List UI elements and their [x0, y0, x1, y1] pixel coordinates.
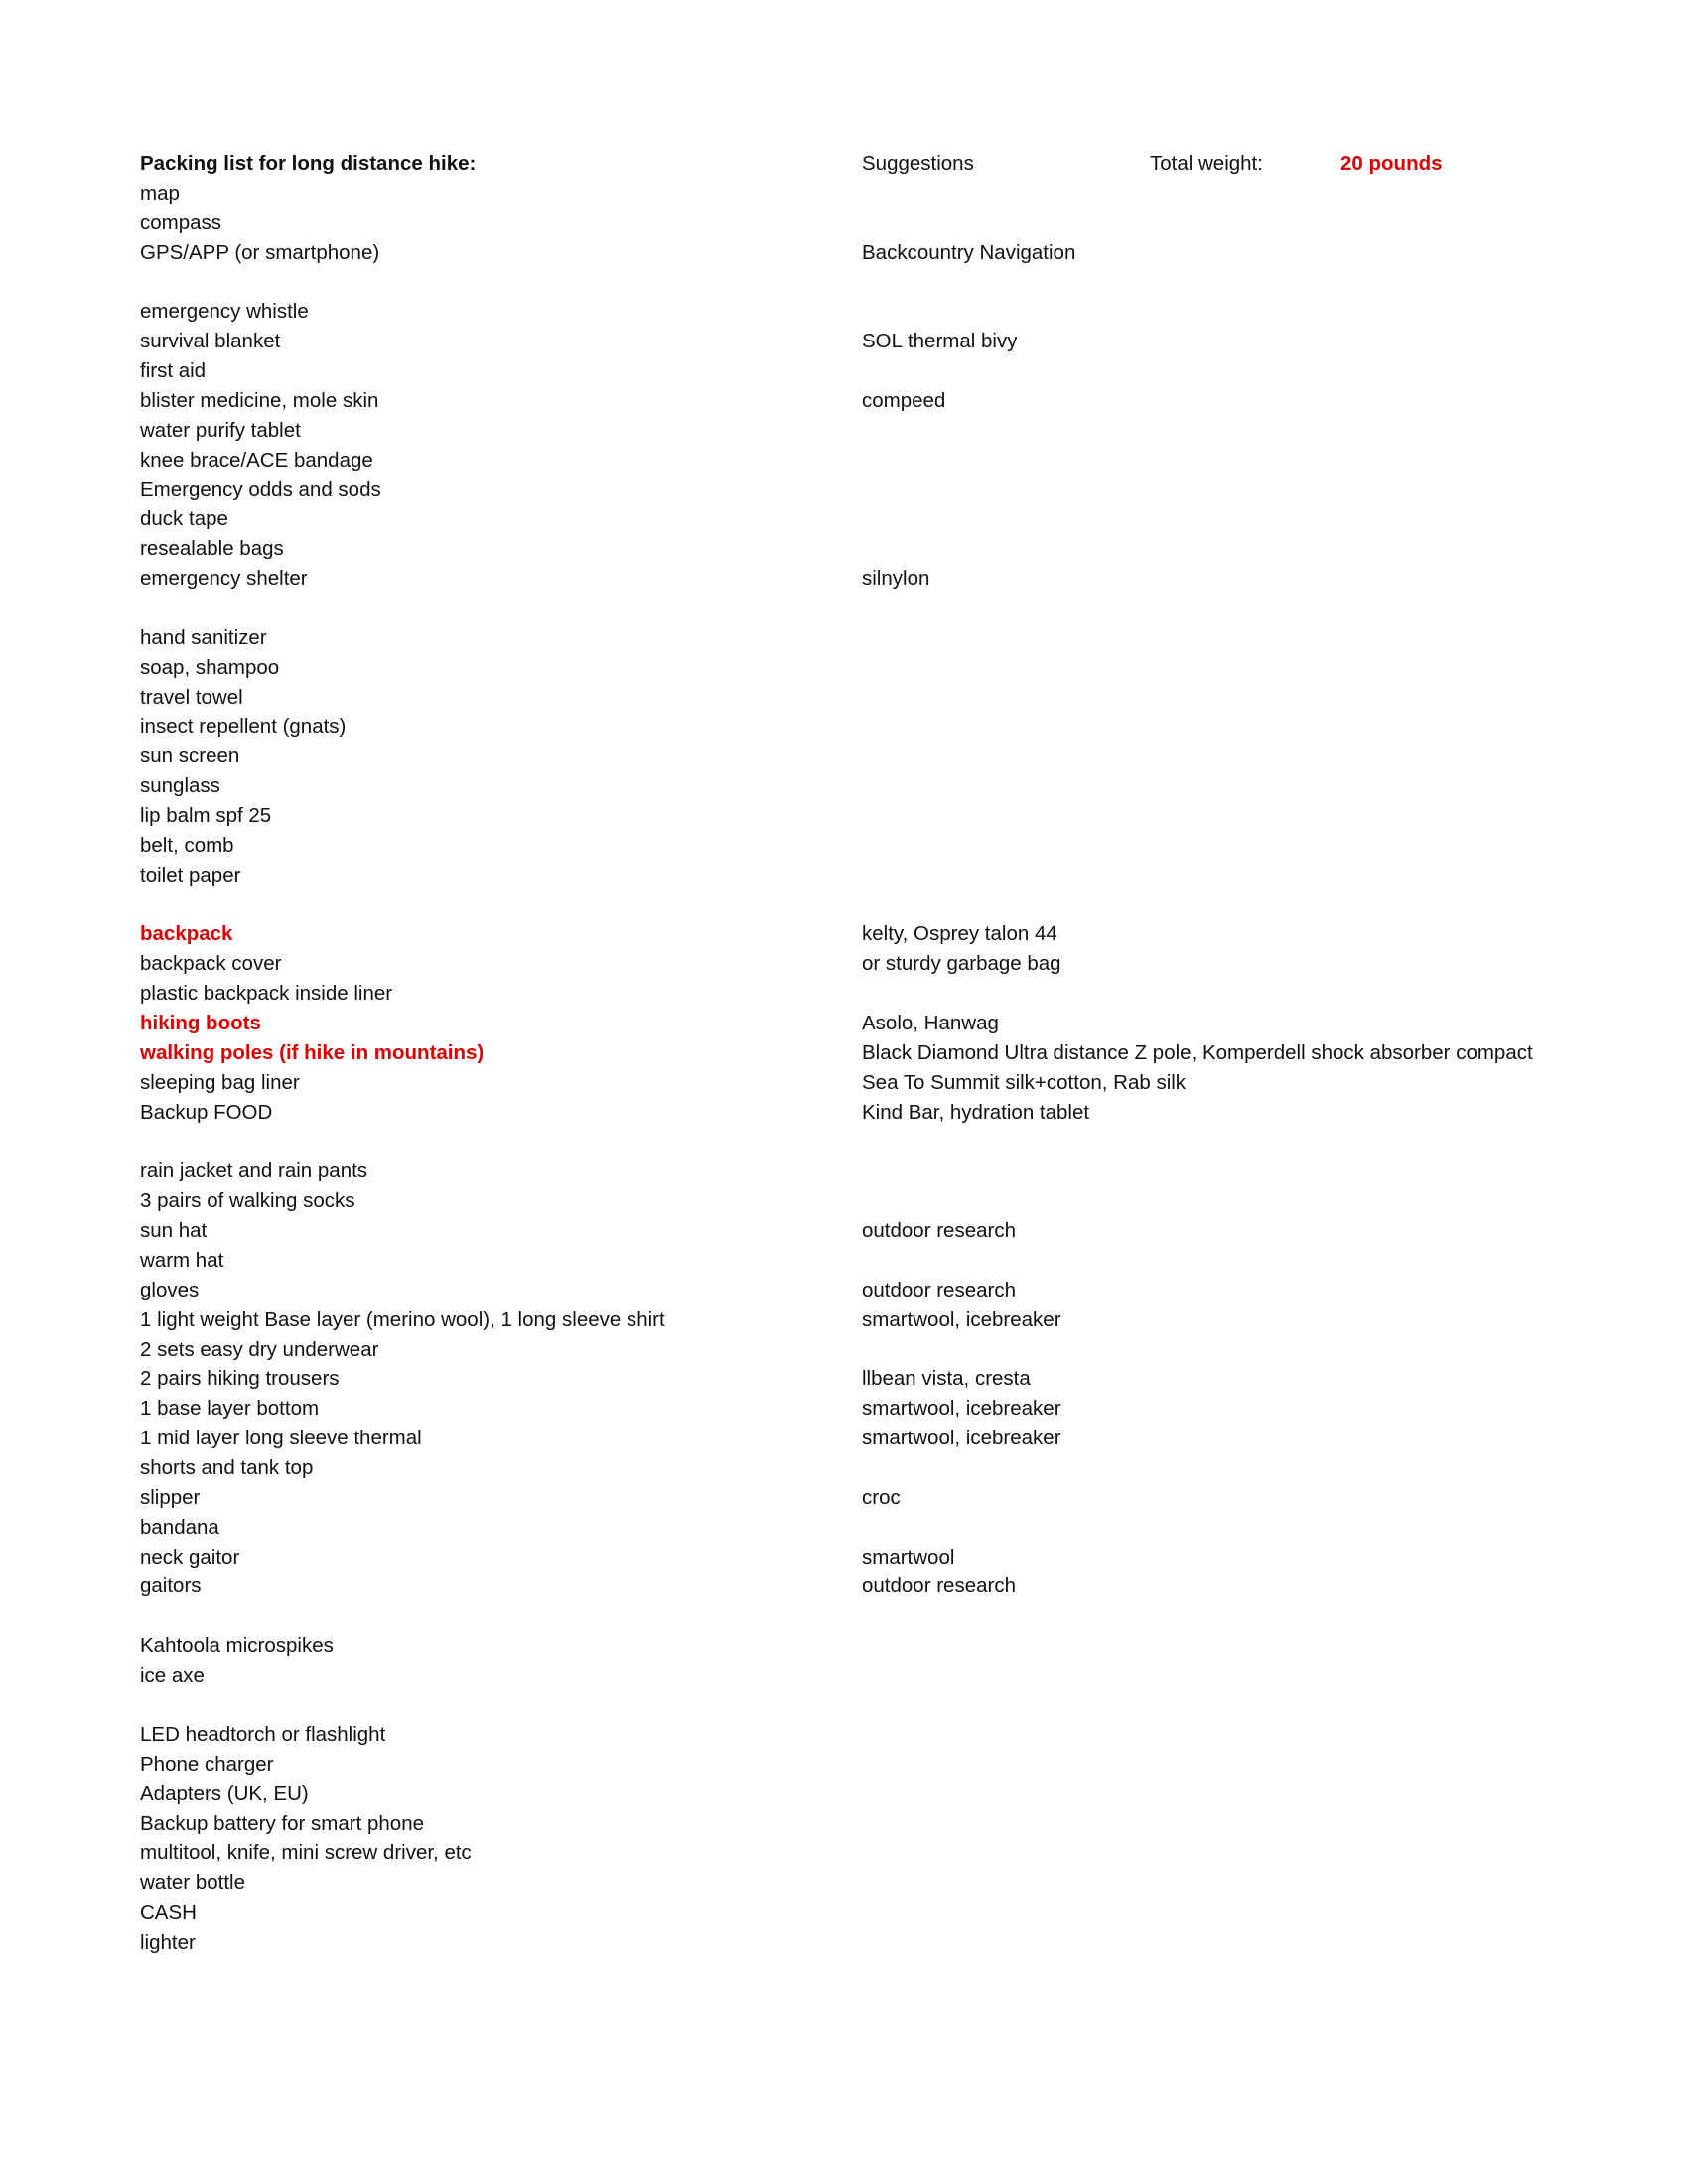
- item-suggestion: Sea To Summit silk+cotton, Rab silk: [862, 1070, 1187, 1094]
- item-name: plastic backpack inside liner: [140, 982, 393, 1006]
- item-name: travel towel: [140, 685, 243, 709]
- item-suggestion: outdoor research: [862, 1574, 1016, 1598]
- list-item: [0, 1928, 1688, 1958]
- list-item: [0, 1513, 1688, 1543]
- item-name: belt, comb: [140, 833, 234, 857]
- item-name: map: [140, 182, 180, 205]
- item-name: 1 base layer bottom: [140, 1397, 320, 1421]
- list-item: [0, 1276, 1688, 1305]
- item-name: Adapters (UK, EU): [140, 1782, 309, 1806]
- list-item: [0, 623, 1688, 653]
- list-item: [0, 1631, 1688, 1661]
- item-name: 3 pairs of walking socks: [140, 1189, 355, 1213]
- item-name: Backup battery for smart phone: [140, 1812, 425, 1836]
- item-name: warm hat: [140, 1248, 224, 1272]
- list-item: [0, 1038, 1688, 1068]
- list-item: [0, 1691, 1688, 1720]
- item-suggestion: Backcountry Navigation: [862, 240, 1076, 264]
- list-item: [0, 1543, 1688, 1572]
- item-suggestion: kelty, Osprey talon 44: [862, 922, 1057, 946]
- list-item: [0, 1128, 1688, 1158]
- item-suggestion: croc: [862, 1485, 901, 1509]
- item-name: GPS/APP (or smartphone): [140, 240, 380, 264]
- list-item: [0, 1068, 1688, 1098]
- item-name: slipper: [140, 1485, 201, 1509]
- list-item: [0, 919, 1688, 949]
- item-suggestion: smartwool, icebreaker: [862, 1307, 1061, 1331]
- item-suggestion: smartwool: [862, 1545, 955, 1569]
- item-name: 1 light weight Base layer (merino wool), 1 long sleeve shirt: [140, 1307, 665, 1331]
- item-suggestion: SOL thermal bivy: [862, 330, 1018, 353]
- list-item: [0, 534, 1688, 564]
- list-item: [0, 1601, 1688, 1631]
- item-name: emergency whistle: [140, 300, 309, 324]
- list-item: [0, 1809, 1688, 1839]
- item-name: survival blanket: [140, 330, 281, 353]
- list-item: [0, 1661, 1688, 1691]
- list-item: [0, 504, 1688, 534]
- item-name: sleeping bag liner: [140, 1070, 300, 1094]
- list-item: [0, 1720, 1688, 1750]
- item-name: lighter: [140, 1930, 196, 1954]
- item-suggestion: compeed: [862, 389, 946, 413]
- list-item: [0, 1364, 1688, 1394]
- list-item: [0, 831, 1688, 861]
- list-item: [0, 297, 1688, 327]
- item-suggestion: silnylon: [862, 567, 930, 591]
- item-name: hiking boots: [140, 1012, 261, 1035]
- list-item: [0, 653, 1688, 683]
- item-name: lip balm spf 25: [140, 804, 272, 828]
- list-item: [0, 1098, 1688, 1128]
- item-name: knee brace/ACE bandage: [140, 448, 373, 472]
- item-name: compass: [140, 210, 222, 234]
- list-item: [0, 683, 1688, 713]
- item-name: sun screen: [140, 745, 240, 768]
- list-item: [0, 416, 1688, 446]
- item-name: water purify tablet: [140, 418, 301, 442]
- item-name: shorts and tank top: [140, 1455, 314, 1479]
- item-suggestion: llbean vista, cresta: [862, 1367, 1031, 1391]
- list-item: [0, 356, 1688, 386]
- list-item: [0, 327, 1688, 356]
- list-item: [0, 1009, 1688, 1038]
- list-item: [0, 712, 1688, 742]
- list-item: [0, 446, 1688, 476]
- item-suggestion: Asolo, Hanwag: [862, 1012, 999, 1035]
- item-name: CASH: [140, 1900, 197, 1924]
- item-name: 2 sets easy dry underwear: [140, 1337, 379, 1361]
- item-name: insect repellent (gnats): [140, 715, 347, 739]
- item-name: duck tape: [140, 507, 228, 531]
- list-item: [0, 594, 1688, 623]
- list-item: [0, 1157, 1688, 1186]
- item-suggestion: outdoor research: [862, 1278, 1016, 1301]
- item-name: toilet paper: [140, 863, 241, 887]
- list-item: [0, 1898, 1688, 1928]
- item-name: emergency shelter: [140, 567, 308, 591]
- list-item: [0, 742, 1688, 771]
- list-item: [0, 208, 1688, 238]
- item-suggestion: Black Diamond Ultra distance Z pole, Komperdell shock absorber compact: [862, 1040, 1533, 1064]
- item-suggestion: smartwool, icebreaker: [862, 1427, 1061, 1450]
- item-suggestion: smartwool, icebreaker: [862, 1397, 1061, 1421]
- total-weight-label: Total weight:: [1150, 152, 1263, 175]
- suggestions-column-header: Suggestions: [862, 152, 974, 175]
- item-suggestion: outdoor research: [862, 1219, 1016, 1243]
- sheet-header: [0, 149, 1688, 179]
- list-item: [0, 1571, 1688, 1601]
- page-title: Packing list for long distance hike:: [140, 152, 477, 175]
- item-name: Emergency odds and sods: [140, 478, 381, 501]
- item-name: gaitors: [140, 1574, 202, 1598]
- list-item: [0, 1839, 1688, 1868]
- list-item: [0, 1424, 1688, 1453]
- list-item: [0, 1305, 1688, 1335]
- list-item: [0, 801, 1688, 831]
- item-name: resealable bags: [140, 537, 284, 561]
- list-item: [0, 1394, 1688, 1424]
- item-name: 2 pairs hiking trousers: [140, 1367, 340, 1391]
- list-item: [0, 1335, 1688, 1365]
- list-item: [0, 268, 1688, 298]
- item-name: soap, shampoo: [140, 655, 280, 679]
- item-name: Phone charger: [140, 1752, 274, 1776]
- list-item: [0, 1868, 1688, 1898]
- item-name: Kahtoola microspikes: [140, 1634, 334, 1658]
- item-name: first aid: [140, 359, 207, 383]
- list-item: [0, 1483, 1688, 1513]
- item-name: blister medicine, mole skin: [140, 389, 379, 413]
- list-item: [0, 861, 1688, 890]
- item-name: 1 mid layer long sleeve thermal: [140, 1427, 422, 1450]
- item-suggestion: or sturdy garbage bag: [862, 952, 1061, 976]
- item-name: bandana: [140, 1515, 219, 1539]
- item-suggestion: Kind Bar, hydration tablet: [862, 1100, 1090, 1124]
- item-name: rain jacket and rain pants: [140, 1160, 368, 1183]
- item-name: walking poles (if hike in mountains): [140, 1040, 485, 1064]
- list-item: [0, 476, 1688, 505]
- item-name: backpack: [140, 922, 233, 946]
- item-name: LED headtorch or flashlight: [140, 1722, 386, 1746]
- list-item: [0, 771, 1688, 801]
- list-item: [0, 1186, 1688, 1216]
- item-name: ice axe: [140, 1663, 205, 1687]
- list-item: [0, 1216, 1688, 1246]
- list-item: [0, 1750, 1688, 1780]
- item-name: backpack cover: [140, 952, 282, 976]
- item-name: hand sanitizer: [140, 625, 267, 649]
- item-name: gloves: [140, 1278, 200, 1301]
- list-item: [0, 179, 1688, 208]
- packing-list-rows: [0, 179, 1688, 1958]
- item-name: sun hat: [140, 1219, 208, 1243]
- list-item: [0, 1453, 1688, 1483]
- total-weight-value: 20 pounds: [1340, 152, 1443, 175]
- list-item: [0, 890, 1688, 920]
- list-item: [0, 386, 1688, 416]
- item-name: Backup FOOD: [140, 1100, 273, 1124]
- list-item: [0, 1246, 1688, 1276]
- item-name: multitool, knife, mini screw driver, etc: [140, 1842, 472, 1865]
- list-item: [0, 1779, 1688, 1809]
- item-name: neck gaitor: [140, 1545, 240, 1569]
- item-name: sunglass: [140, 774, 220, 798]
- list-item: [0, 238, 1688, 268]
- list-item: [0, 979, 1688, 1009]
- list-item: [0, 949, 1688, 979]
- item-name: water bottle: [140, 1870, 245, 1894]
- list-item: [0, 564, 1688, 594]
